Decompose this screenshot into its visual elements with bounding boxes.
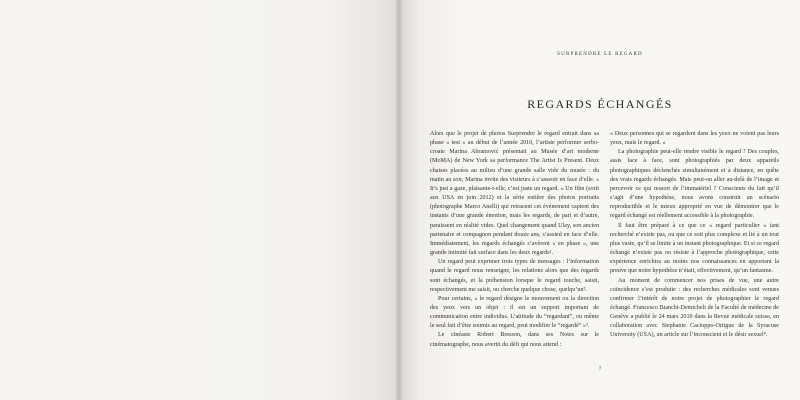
book-gutter — [396, 0, 402, 400]
running-head: SURPRENDRE LE REGARD — [557, 52, 643, 57]
paragraph: Un regard peut exprimer trois types de messages : l’information quand le regard nous renseigne, les relations alors que des regards sont échangés, et la préhension lorsque le regard touche, saisit, respectivement me saisit, ou cherche quelque chose, quelqu’un². — [430, 259, 599, 293]
text-column-left — [430, 130, 599, 350]
paragraph: La photographie peut-elle rendre visible le regard ? Des couples, assis face à face, sont photographiés par deux appareils photographiques déclenchés simultanément et à distance, en quête des vrais regards échangés. Mais peut-on aller au-delà de l’image et percevoir ce qui ressort de l’immatériel ? Conscients du fait qu’il s’agit d’une hypothèse, nous avons construit un scénario reproductible et le mieux approprié en vue de démontrer que le regard échangé est réellement accessible à la photographie. — [610, 149, 779, 220]
left-page-blank — [0, 0, 398, 400]
paragraph: Pour certains, « le regard désigne le mouvement ou la direction des yeux vers un objet : il est un support important de communication entre individus. L’attitude du “regardant”, ou même le seul fait d’être soumis au regard, peut modifier le “regardé” »³. — [430, 295, 599, 330]
paragraph: Au moment de commencer nos prises de vue, une autre coïncidence s’est produite : des recherches médicales sont venues confirmer l’intérêt de notre projet de photographier le regard échangé. Francesco Bianchi-Demicheli de la Faculté de médecine de Genève a publié le 24 mars 2010 dans la Revue médicale suisse, en collaboration avec Stephanie Cacioppo-Ortigue de la Syracuse University (USA), un article sur l’inconscient et le désir sexuel⁴. — [610, 277, 779, 339]
paragraph: Il faut être préparé à ce que ce « regard particulier » tant recherché n’existe pas, ou que ce soit plus complexe et lié à un tout plus vaste, qu’il se limite à un instant photographique. Et si ce regard échangé n’existe pas ou résiste à l’approche photographique, cette expérience enrichira au moins nos connaissances en apportant la preuve que notre hypothèse n’était, effectivement, qu’un fantasme. — [610, 222, 779, 275]
text-column-right — [610, 130, 779, 341]
paragraph: Le cinéaste Robert Bresson, dans ses Notes sur le cinématographe, nous avertit du défi qui nous attend : — [430, 332, 599, 348]
paragraph: Alors que le projet de photos Surprendre le regard entrait dans sa phase « test » au début de l’année 2010, l’artiste performer serbo-croate Marina Abramović présentait au Musée d’art moderne (MoMA) de New York sa performance The Artist Is Present. Deux chaises placées au milieu d’une grande salle vide du musée : du matin au soir, Marina invite des visiteurs à s’asseoir en face d’elle. « It’s just a gaze, plaisante-t-elle, c’est juste un regard. » Un film (sorti aux USA en juin 2012) et la série entière des photos portraits (photographe Marco Anelli) qui retracent cet événement captent des instants d’une grande émotion, mais les regards, de part et d’autre, paraissent en réalité vides. Quel changement quand Ulay, son ancien partenaire et compagnon pendant douze ans, s’assied en face d’elle. Immédiatement, les regards échangés s’avèrent « en phase », une grande intimité fait surface dans les deux regards¹. — [430, 131, 599, 257]
page-number: 7 — [598, 367, 602, 372]
chapter-title: REGARDS ÉCHANGÉS — [527, 97, 673, 111]
paragraph: « Deux personnes qui se regardent dans les yeux ne voient pas leurs yeux, mais le regard. » — [610, 131, 779, 147]
